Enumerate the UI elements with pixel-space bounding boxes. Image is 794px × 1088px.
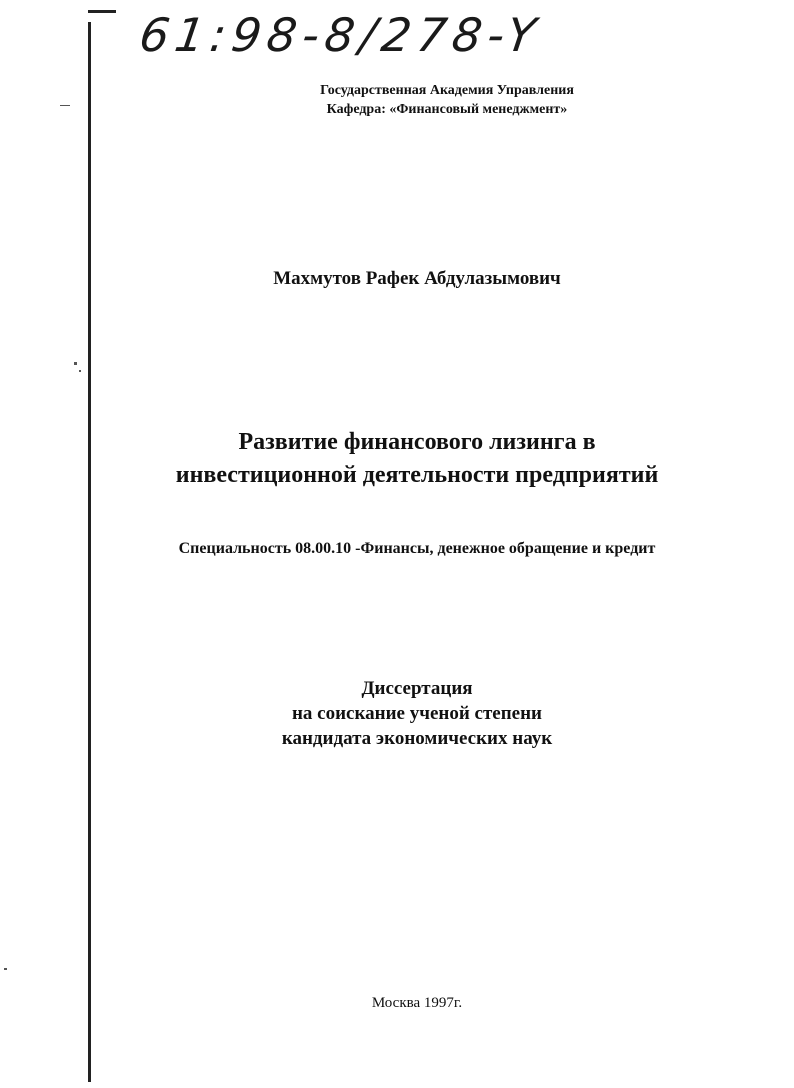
degree-line-2: на соискание ученой степени	[291, 703, 542, 724]
scan-mark	[4, 968, 7, 970]
specialty-line: Специальность 08.00.10 -Финансы, денежное обращение и кредит	[178, 540, 656, 557]
scan-mark	[74, 362, 77, 365]
degree-block	[20, 676, 794, 751]
author-name: Махмутов Рафек Абдулазымович	[273, 268, 561, 289]
organization-name: Государственная Академия Управления	[320, 83, 574, 98]
city-year: Москва 1997г.	[371, 995, 463, 1011]
degree-line-3: кандидата экономических наук	[281, 728, 553, 749]
title-line-2: инвестиционной деятельности предприятий	[175, 462, 659, 488]
organization-block	[50, 81, 794, 119]
title-line-1: Развитие финансового лизинга в	[238, 429, 596, 455]
handwritten-catalog-code: 61:98-8/278-Y	[136, 8, 545, 62]
binding-top-edge	[88, 10, 116, 13]
degree-line-1: Диссертация	[361, 678, 473, 699]
department-name: Кафедра: «Финансовый менеджмент»	[326, 102, 568, 117]
dissertation-title	[20, 426, 794, 492]
scan-mark	[79, 370, 81, 372]
